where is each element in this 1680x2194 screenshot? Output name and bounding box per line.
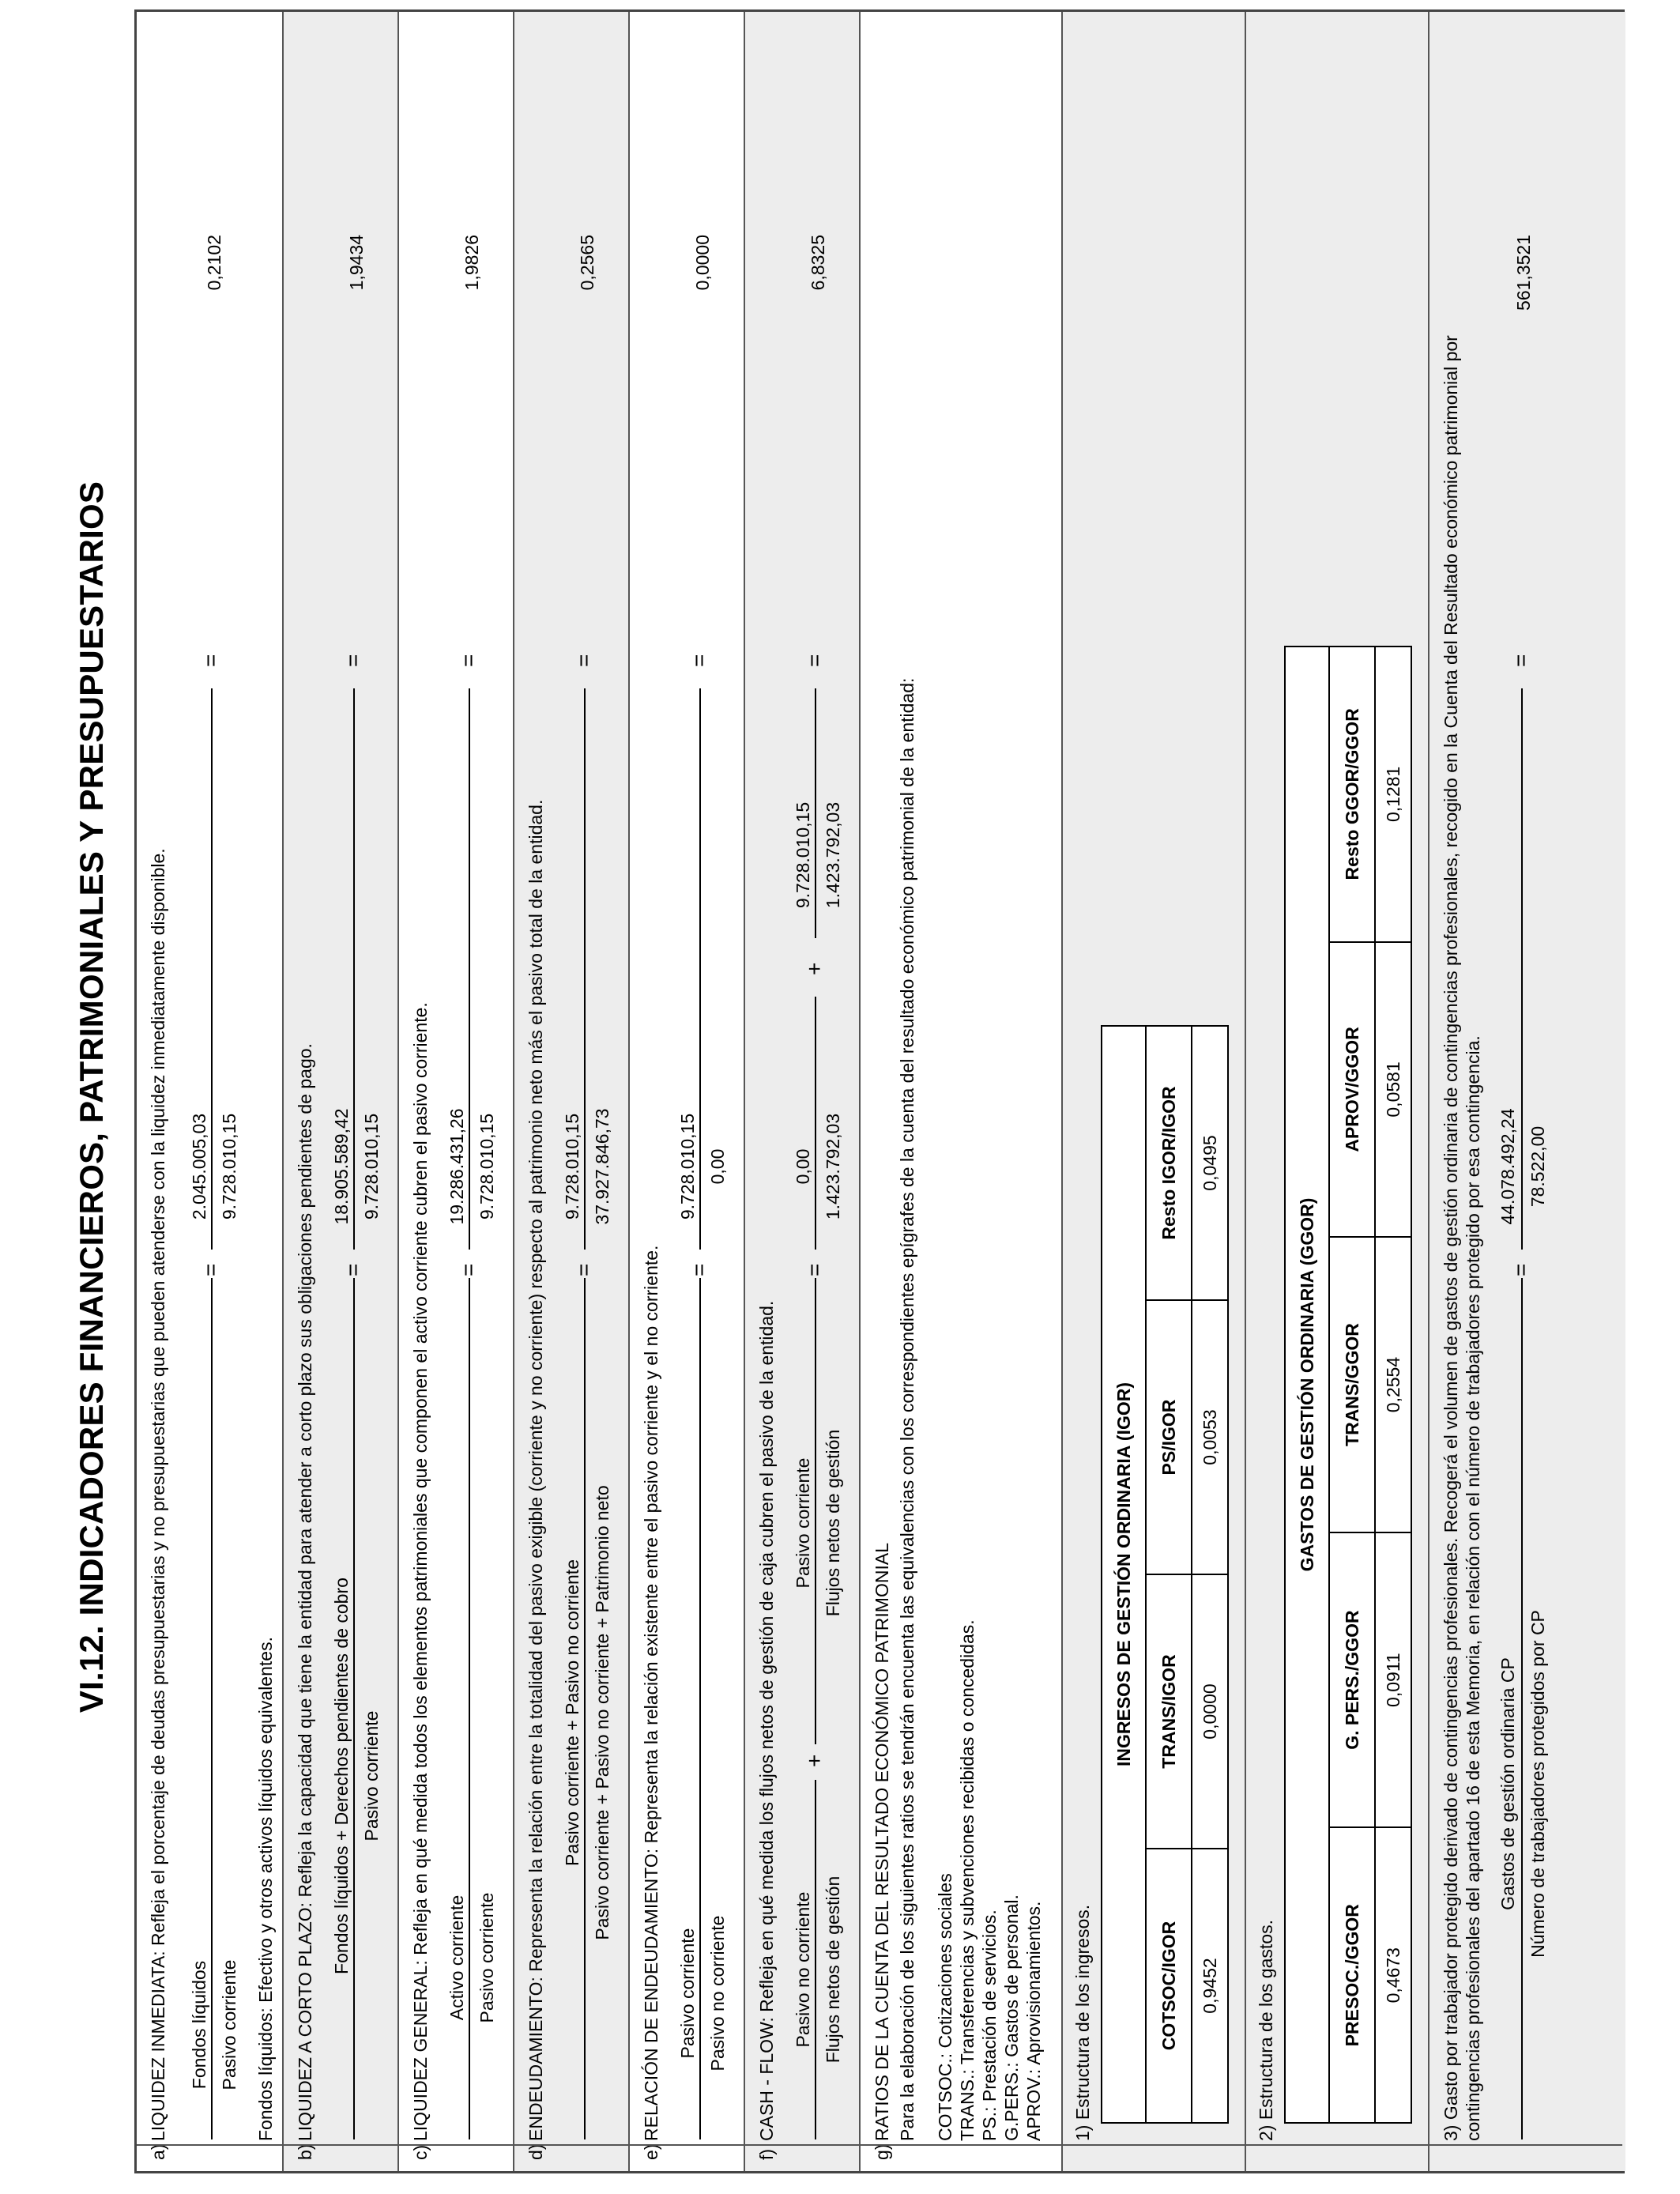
ggor-header-gpers: G. PERS./GGOR	[1329, 1532, 1375, 1828]
igor-header-trans: TRANS/IGOR	[1146, 1574, 1192, 1849]
igor-table-title: INGRESOS DE GESTIÓN ORDINARIA (IGOR)	[1102, 1026, 1146, 2123]
legend-aprov: APROV.: Aprovisionamientos.	[1023, 1901, 1044, 2141]
section-e-fraction-line	[699, 1278, 701, 2139]
section-d-value-line	[584, 688, 586, 1250]
section-g-intro: Para la elaboración de los siguientes ratios se tendrán encuenta las equivalencias con los correspondientes epígrafes de la cuenta del resultado económico patrimonial de la entidad:	[897, 677, 917, 2141]
section-g	[859, 12, 1624, 2171]
section-f-denominator2-value: 1.423.792,03	[823, 801, 843, 909]
section-f	[744, 12, 861, 2171]
igor-header-cotsoc: COTSOC/IGOR	[1146, 1849, 1192, 2123]
section-a-note: Fondos líquidos: Efectivo y otros activos líquidos equivalentes.	[255, 1637, 276, 2141]
section-f-fraction2-line	[815, 1278, 816, 1744]
worker-numerator-value: 44.078.492,24	[1497, 1108, 1518, 1225]
section-b-fraction-line	[353, 1278, 355, 2139]
worker-numerator-label: Gastos de gestión ordinaria CP	[1497, 1657, 1518, 1910]
section-a-numerator-label: Fondos líquidos	[189, 1960, 209, 2090]
section-a-value-line	[211, 688, 213, 1250]
section-e-description: RELACIÓN DE ENDEUDAMIENTO: Representa la relación existente entre el pasivo corriente y el no corriente.	[641, 1245, 661, 2141]
section-a-denominator-label: Pasivo corriente	[219, 1959, 239, 2090]
ggor-subsection	[1245, 12, 1430, 2171]
legend-cotsoc: COTSOC.: Cotizaciones sociales	[935, 1873, 955, 2141]
section-f-numerator2-value: 9.728.010,15	[793, 801, 813, 909]
section-f-numerator1-value: 0,00	[793, 1148, 813, 1185]
section-f-value-plus: +	[802, 962, 827, 975]
section-f-fraction1-line	[815, 1780, 816, 2139]
worker-fraction-line	[1521, 1278, 1523, 2139]
section-e-value-line	[699, 688, 701, 1250]
ggor-header-resto: Resto GGOR/GGOR	[1329, 647, 1375, 942]
section-d	[513, 12, 630, 2171]
section-e	[628, 12, 745, 2171]
section-f-denominator1-label: Flujos netos de gestión	[823, 1875, 843, 2064]
section-d-equals: =	[571, 1263, 596, 1276]
section-b-letter: b)	[295, 2143, 315, 2160]
section-a-denominator-value: 9.728.010,15	[219, 1113, 239, 1220]
section-d-description: ENDEUDAMIENTO: Representa la relación entre la totalidad del pasivo exigible (corriente y no corriente) respecto al patrimonio neto más el pasivo total de la entidad.	[525, 799, 546, 2141]
section-e-letter: e)	[641, 2143, 661, 2160]
letter-column-divider	[137, 2144, 1622, 2146]
section-f-equals-2: =	[802, 654, 827, 667]
section-f-value2-line	[815, 688, 816, 938]
section-c-result: 1,9826	[461, 235, 482, 291]
section-c-equals-2: =	[456, 654, 480, 667]
ggor-table	[1284, 646, 1412, 2124]
section-a-description: LIQUIDEZ INMEDIATA: Refleja el porcentaje de deudas presupuestarias y no presupuestarias que pueden atenderse con la liquidez inmediatamente disponible.	[148, 848, 168, 2141]
worker-equals: =	[1509, 1263, 1533, 1276]
legend-trans: TRANS.: Transferencias y subvenciones recibidas o concedidas.	[957, 1619, 977, 2141]
section-b-equals-2: =	[341, 654, 365, 667]
section-b-denominator-label: Pasivo corriente	[361, 1710, 382, 1842]
section-f-denominator1-value: 1.423.792,03	[823, 1113, 843, 1220]
section-a-equals: =	[198, 1263, 223, 1276]
section-b-numerator-label: Fondos líquidos + Derechos pendientes de cobro	[331, 1578, 352, 1974]
section-b-description: LIQUIDEZ A CORTO PLAZO: Refleja la capacidad que tiene la entidad para atender a corto plazo sus obligaciones pendientes de pago.	[295, 1043, 315, 2141]
igor-caption: 1) Estructura de los ingresos.	[1072, 1904, 1093, 2141]
igor-value-trans: 0,0000	[1192, 1574, 1228, 1849]
section-b-equals: =	[341, 1263, 365, 1276]
section-e-equals-2: =	[687, 654, 711, 667]
section-d-numerator-value: 9.728.010,15	[562, 1113, 582, 1220]
section-a-result: 0,2102	[204, 235, 224, 291]
section-c	[397, 12, 514, 2171]
section-b-value-line	[353, 688, 355, 1250]
worker-text-2: contingencias profesionales del apartado 16 de esta Memoria, en relación con el número de trabajadores protegido por esa contingencia.	[1463, 1035, 1483, 2141]
igor-table	[1101, 1025, 1229, 2124]
section-f-equals: =	[802, 1263, 827, 1276]
section-d-denominator-value: 37.927.846,73	[592, 1108, 612, 1225]
section-c-denominator-value: 9.728.010,15	[477, 1113, 497, 1220]
section-b-numerator-value: 18.905.589,42	[331, 1108, 352, 1225]
ggor-header-presoc: PRESOC./GGOR	[1329, 1827, 1375, 2123]
igor-value-ps: 0,0053	[1192, 1300, 1228, 1574]
ggor-value-gpers: 0,0911	[1375, 1532, 1411, 1828]
worker-equals-2: =	[1509, 654, 1533, 667]
section-f-result: 6,8325	[808, 235, 828, 291]
section-c-value-line	[469, 688, 470, 1250]
ggor-header-aprov: APROV/GGOR	[1329, 942, 1375, 1238]
section-e-numerator-value: 9.728.010,15	[677, 1113, 698, 1220]
igor-header-resto: Resto IGOR/IGOR	[1146, 1026, 1192, 1300]
section-a-numerator-value: 2.045.005,03	[189, 1113, 209, 1220]
section-b-result: 1,9434	[346, 235, 367, 291]
legend-ps: PS.: Prestación de servicios.	[979, 1909, 1000, 2141]
worker-value-line	[1521, 688, 1523, 1250]
section-c-description: LIQUIDEZ GENERAL: Refleja en qué medida todos los elementos patrimoniales que componen el activo corriente cubren el pasivo corriente.	[410, 1002, 431, 2141]
section-c-denominator-label: Pasivo corriente	[477, 1892, 497, 2023]
legend-gpers: G.PERS.: Gastos de personal.	[1001, 1894, 1022, 2141]
ggor-value-trans: 0,2554	[1375, 1237, 1411, 1532]
ggor-table-title: GASTOS DE GESTIÓN ORDINARIA (GGOR)	[1285, 647, 1329, 2123]
section-d-letter: d)	[525, 2143, 546, 2160]
section-e-result: 0,0000	[692, 235, 713, 291]
section-f-value1-line	[815, 997, 816, 1250]
section-f-description: CASH - FLOW: Refleja en qué medida los flujos netos de gestión de caja cubren el pasivo de la entidad.	[756, 1300, 777, 2141]
igor-header-ps: PS/IGOR	[1146, 1300, 1192, 1574]
section-a-fraction-line	[211, 1278, 213, 2139]
indicators-frame	[134, 9, 1625, 2173]
section-b	[282, 12, 399, 2171]
section-f-denominator2-label: Flujos netos de gestión	[823, 1429, 843, 1617]
section-f-plus: +	[802, 1754, 827, 1767]
section-c-numerator-value: 19.286.431,26	[446, 1108, 467, 1225]
ggor-value-resto: 0,1281	[1375, 647, 1411, 942]
section-d-equals-2: =	[571, 654, 596, 667]
igor-value-resto: 0,0495	[1192, 1026, 1228, 1300]
section-d-fraction-line	[584, 1278, 586, 2139]
worker-result: 561,3521	[1513, 235, 1534, 311]
ggor-caption: 2) Estructura de los gastos.	[1256, 1920, 1276, 2141]
section-f-numerator1-label: Pasivo no corriente	[793, 1891, 813, 2048]
section-c-equals: =	[456, 1263, 480, 1276]
ggor-value-presoc: 0,4673	[1375, 1827, 1411, 2123]
section-f-numerator2-label: Pasivo corriente	[793, 1457, 813, 1589]
section-e-numerator-label: Pasivo corriente	[677, 1928, 698, 2059]
worker-text-1: 3) Gasto por trabajador protegido derivado de contingencias profesionales. Recogerá el volumen de gastos de gestión ordinaria de contingencias profesionales, recogido en la Cuenta del Resultado económico patrimonial por	[1441, 335, 1461, 2141]
section-e-equals: =	[687, 1263, 711, 1276]
section-c-letter: c)	[410, 2144, 431, 2160]
section-d-result: 0,2565	[577, 235, 597, 291]
section-g-letter: g)	[872, 2143, 892, 2160]
section-c-fraction-line	[469, 1278, 470, 2139]
section-e-denominator-value: 0,00	[707, 1148, 728, 1185]
igor-subsection	[1061, 12, 1246, 2171]
worker-denominator-value: 78.522,00	[1527, 1125, 1548, 1208]
ggor-header-trans: TRANS/GGOR	[1329, 1237, 1375, 1532]
worker-subsection	[1428, 12, 1625, 2171]
ggor-value-aprov: 0,0581	[1375, 942, 1411, 1238]
section-a-equals-2: =	[198, 654, 223, 667]
worker-denominator-label: Número de trabajadores protegidos por CP	[1527, 1610, 1548, 1958]
section-a-letter: a)	[148, 2143, 168, 2160]
section-c-numerator-label: Activo corriente	[446, 1894, 467, 2021]
section-f-letter: f)	[756, 2148, 777, 2160]
section-g-heading: RATIOS DE LA CUENTA DEL RESULTADO ECONÓMICO PATRIMONIAL	[872, 1543, 892, 2141]
page-title: VI.12. INDICADORES FINANCIEROS, PATRIMONIALES Y PRESUPUESTARIOS	[73, 481, 110, 1713]
section-b-denominator-value: 9.728.010,15	[361, 1113, 382, 1220]
section-d-denominator-label: Pasivo corriente + Pasivo no corriente + Patrimonio neto	[592, 1485, 612, 1940]
igor-value-cotsoc: 0,9452	[1192, 1849, 1228, 2123]
section-d-numerator-label: Pasivo corriente + Pasivo no corriente	[562, 1559, 582, 1867]
section-e-denominator-label: Pasivo no corriente	[707, 1915, 728, 2071]
